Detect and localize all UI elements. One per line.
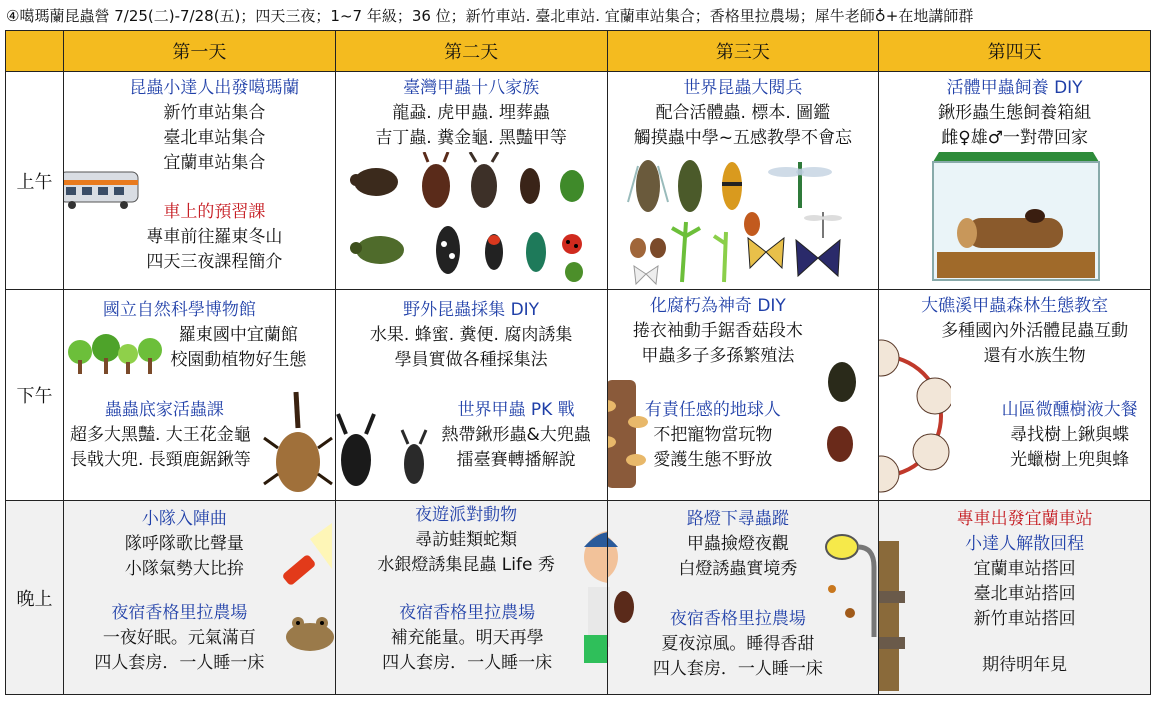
mascot-boy-icon-left (580, 517, 607, 689)
cell-line: 甲蟲撿燈夜觀 (686, 534, 789, 554)
schedule-table (5, 30, 1151, 695)
cell-line: 鍬形蟲生態飼養箱組 (938, 103, 1092, 123)
cell-line: 熱帶鍬形蟲&大兜蟲 (441, 425, 591, 445)
butterfly-icon (748, 238, 784, 268)
cell-line: 吉丁蟲. 糞金龜. 黑豔甲等 (375, 128, 567, 148)
morning-day1-cell (64, 72, 336, 290)
terrarium-icon (923, 146, 1109, 286)
cell-heading: 臺灣甲蟲十八家族 (403, 78, 540, 98)
lamp-post-icon (879, 541, 910, 691)
cell-heading: 夜宿香格里拉農場 (111, 603, 248, 623)
day-2-header: 第二天 (335, 31, 607, 72)
evening-day3-cell (607, 501, 879, 695)
cell-line: 小隊氣勢大比拚 (124, 559, 244, 579)
mantis-icon (714, 232, 726, 282)
cell-heading: 夜宿香格里拉農場 (399, 603, 536, 623)
lifecycle-ring-icon (879, 336, 952, 496)
afternoon-day4-cell (879, 290, 1151, 501)
rhino-beetle-icon (260, 388, 334, 496)
cicada-icon (678, 160, 702, 212)
cell-line: 長戟大兜. 長頸鹿鋸鍬等 (70, 450, 251, 470)
evening-day4-cell (879, 501, 1151, 695)
evening-day1-cell (64, 501, 336, 695)
beetle-icon (565, 262, 583, 282)
afternoon-day3-cell (607, 290, 879, 501)
dragonfly-icon (768, 162, 832, 208)
cell-line: 愛護生態不野放 (653, 450, 773, 470)
cell-line: 水果. 蜂蜜. 糞便. 腐肉誘集 (369, 325, 573, 345)
cell-line: 不把寵物當玩物 (653, 425, 773, 445)
cell-heading: 國立自然科學博物館 (102, 300, 256, 320)
day-1-header: 第一天 (64, 31, 336, 72)
cell-line: 期待明年見 (982, 655, 1068, 675)
tree-icon (66, 330, 164, 378)
cell-line: 尋訪蛙類蛇類 (415, 530, 518, 550)
cell-line: 捲衣袖動手鋸香菇段木 (632, 321, 803, 341)
cell-line: 新竹車站集合 (163, 103, 266, 123)
cell-line: 臺北車站搭回 (973, 584, 1076, 604)
cell-line: 水銀燈誘集昆蟲 Life 秀 (377, 555, 555, 575)
cell-line: 宜蘭車站集合 (163, 153, 266, 173)
cell-heading-red: 專車出發宜蘭車站 (956, 509, 1093, 529)
header-corner (6, 31, 64, 72)
mantis-icon (672, 222, 700, 282)
cell-heading: 夜遊派對動物 (415, 505, 518, 525)
page-title: ④噶瑪蘭昆蟲營 7/25(二)-7/28(五)；四天三夜；1~7 年級；36 位；新竹車站. 臺北車站. 宜蘭車站集合；香格里拉農場；犀牛老師♁+在地講師群 (6, 7, 974, 25)
cell-line: 宜蘭車站搭回 (973, 559, 1076, 579)
cell-line: 還有水族生物 (983, 346, 1086, 366)
cell-line: 配合活體蟲. 標本. 圖鑑 (655, 103, 831, 123)
butterfly-icon (796, 240, 840, 276)
header-row (6, 31, 1151, 72)
beetle-icon (350, 168, 398, 196)
beetle-icon (562, 234, 582, 254)
mascot-boy-icon (607, 517, 654, 689)
frog-icon (282, 609, 335, 655)
cell-line: 一夜好眠。元氣滿百 (102, 628, 256, 648)
beetle-icon (526, 232, 546, 272)
beetle-icon (520, 168, 540, 204)
cell-heading: 有責任感的地球人 (644, 400, 781, 420)
cell-line: 光蠟樹上兜與蜂 (1010, 450, 1130, 470)
cell-line: 新竹車站搭回 (973, 609, 1076, 629)
beetle-icon (630, 238, 666, 258)
cell-line: 臺北車站集合 (163, 128, 266, 148)
cell-line: 學員實做各種採集法 (394, 350, 548, 370)
beetle-icon (436, 226, 460, 274)
cell-heading: 夜宿香格里拉農場 (669, 609, 806, 629)
cell-line: 夏夜涼風。睡得香甜 (661, 634, 815, 654)
cell-heading: 大礁溪甲蟲森林生態教室 (921, 296, 1109, 316)
cell-heading: 小達人解散回程 (965, 534, 1085, 554)
cell-line: 龍蝨. 虎甲蟲. 埋葬蟲 (392, 103, 550, 123)
beetle-icon (485, 234, 503, 270)
cell-line: 白燈誘蟲實境秀 (678, 559, 798, 579)
slot-evening: 晚上 (6, 501, 64, 695)
cell-heading: 活體甲蟲飼養 DIY (946, 78, 1083, 98)
evening-day2-cell (335, 501, 607, 695)
cell-line: 擂臺賽轉播解說 (456, 450, 576, 470)
morning-day3-cell (607, 72, 879, 290)
cell-line: 校園動植物好生態 (170, 350, 307, 370)
morning-row (6, 72, 1151, 290)
cell-heading: 小隊入陣曲 (141, 509, 227, 529)
butterfly-icon (634, 266, 658, 284)
cell-line: 雌♀雄♂一對帶回家 (941, 128, 1088, 148)
train-icon (64, 168, 141, 210)
day-4-header: 第四天 (879, 31, 1151, 72)
stag-beetle-icon (338, 414, 374, 486)
cell-line: 四人套房．一人睡一床 (94, 653, 265, 673)
afternoon-day2-cell (335, 290, 607, 501)
cell-heading-red: 車上的預習課 (163, 202, 266, 222)
cell-line: 隊呼隊歌比聲量 (124, 534, 244, 554)
cell-line: 超多大黑豔. 大王花金龜 (70, 425, 251, 445)
cell-heading: 路燈下尋蟲蹤 (686, 509, 789, 529)
slot-morning: 上午 (6, 72, 64, 290)
cell-line: 四人套房．一人睡一床 (652, 659, 823, 679)
lifecycle-icon (808, 340, 878, 500)
cell-line: 補充能量。明天再學 (390, 628, 544, 648)
insect-collection (626, 152, 866, 286)
cell-line: 羅東國中宜蘭館 (178, 325, 298, 345)
stag-beetles (335, 408, 436, 494)
stag-beetle-icon (470, 152, 498, 208)
dragonfly-icon (804, 212, 842, 238)
afternoon-day1-cell (64, 290, 336, 501)
wasp-icon (744, 212, 760, 236)
afternoon-row (6, 290, 1151, 501)
slot-afternoon: 下午 (6, 290, 64, 501)
cell-heading: 世界昆蟲大閱兵 (683, 78, 803, 98)
stag-beetle-icon (402, 430, 426, 484)
cell-line: 尋找樹上鍬與蝶 (1010, 425, 1130, 445)
flashlight-icon (276, 519, 335, 599)
morning-day2-cell (335, 72, 607, 290)
cell-line: 專車前往羅東冬山 (146, 227, 283, 247)
cell-line: 甲蟲多子多孫繁殖法 (641, 346, 795, 366)
beetle-collection (344, 152, 600, 284)
beetle-icon (350, 236, 404, 264)
cell-heading: 化腐朽為神奇 DIY (649, 296, 786, 316)
cell-line: 四人套房．一人睡一床 (382, 653, 553, 673)
cell-line: 四天三夜課程簡介 (146, 252, 283, 272)
cell-heading: 昆蟲小達人出發噶瑪蘭 (129, 78, 300, 98)
cell-heading: 世界甲蟲 PK 戰 (457, 400, 575, 420)
beetle-icon (560, 170, 584, 202)
cell-heading: 野外昆蟲採集 DIY (403, 300, 540, 320)
mushroom-log-icon (607, 376, 648, 492)
street-lamp-icon (822, 527, 878, 637)
cell-heading: 蟲蟲底家活蟲課 (104, 400, 224, 420)
wasp-icon (722, 162, 742, 210)
morning-day4-cell (879, 72, 1151, 290)
cell-heading: 山區微醺樹液大餐 (1001, 400, 1138, 420)
stag-beetle-icon (422, 152, 450, 208)
evening-row (6, 501, 1151, 695)
cell-line: 多種國內外活體昆蟲互動 (941, 321, 1129, 341)
cell-line: 觸摸蟲中學~五感教學不會忘 (633, 128, 852, 148)
day-3-header: 第三天 (607, 31, 879, 72)
cicada-icon (628, 160, 668, 212)
